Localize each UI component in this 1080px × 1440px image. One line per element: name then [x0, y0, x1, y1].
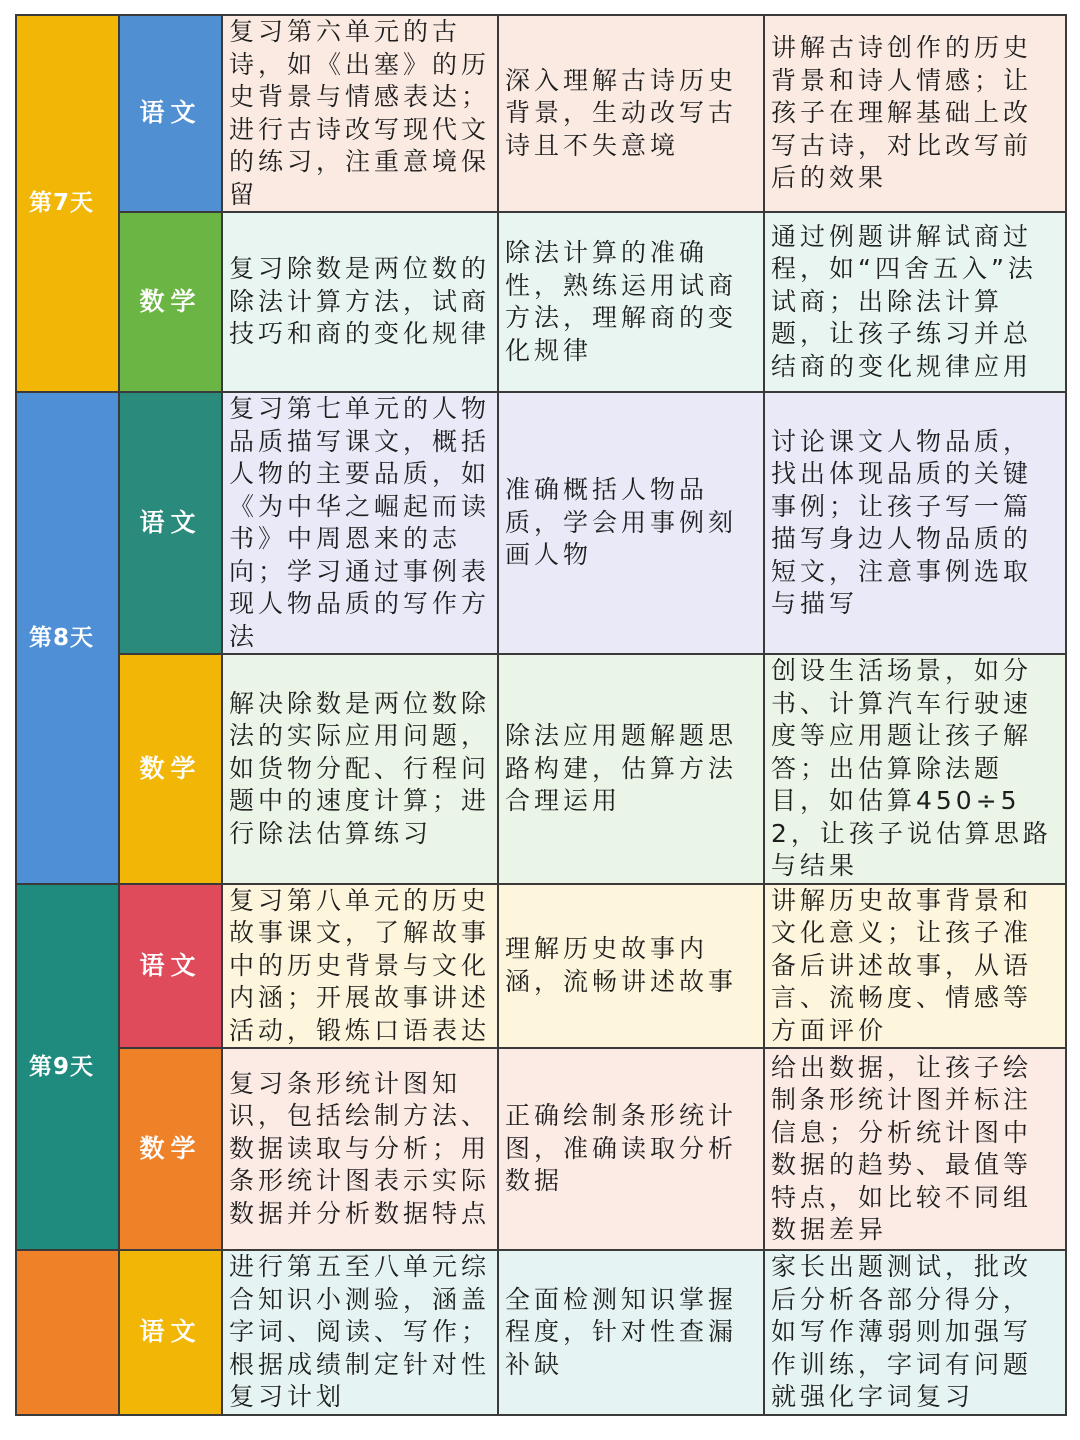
subject-math: 数学 [119, 212, 222, 392]
table-row [16, 654, 1066, 884]
table-row [16, 1048, 1066, 1250]
learning-goal: 深入理解古诗历史背景，生动改写古诗且不失意境 [498, 15, 764, 212]
teaching-method: 家长出题测试，批改后分析各部分得分，如写作薄弱则加强写作训练，字词有问题就强化字词复习 [764, 1250, 1066, 1415]
learning-goal: 准确概括人物品质，学会用事例刻画人物 [498, 392, 764, 654]
subject-chinese: 语文 [119, 392, 222, 654]
review-content: 复习第七单元的人物品质描写课文，概括人物的主要品质，如《为中华之崛起而读书》中周恩来的志向；学习通过事例表现人物品质的写作方法 [222, 392, 498, 654]
teaching-method: 给出数据，让孩子绘制条形统计图并标注信息；分析统计图中数据的趋势、最值等特点，如比较不同组数据差异 [764, 1048, 1066, 1250]
table-row [16, 15, 1066, 212]
learning-goal: 正确绘制条形统计图，准确读取分析数据 [498, 1048, 764, 1250]
review-content: 解决除数是两位数除法的实际应用问题，如货物分配、行程问题中的速度计算；进行除法估算练习 [222, 654, 498, 884]
review-content: 复习第八单元的历史故事课文，了解故事中的历史背景与文化内涵；开展故事讲述活动，锻炼口语表达 [222, 884, 498, 1049]
learning-goal: 除法应用题解题思路构建，估算方法合理运用 [498, 654, 764, 884]
review-content: 复习第六单元的古诗，如《出塞》的历史背景与情感表达；进行古诗改写现代文的练习，注重意境保留 [222, 15, 498, 212]
table-row [16, 392, 1066, 654]
review-content: 复习条形统计图知识，包括绘制方法、数据读取与分析；用条形统计图表示实际数据并分析数据特点 [222, 1048, 498, 1250]
table-row [16, 884, 1066, 1049]
subject-math: 数学 [119, 1048, 222, 1250]
review-plan-table [15, 14, 1067, 1416]
subject-math: 数学 [119, 654, 222, 884]
day-label-9: 第9天 [16, 884, 119, 1251]
teaching-method: 讨论课文人物品质，找出体现品质的关键事例；让孩子写一篇描写身边人物品质的短文，注意事例选取与描写 [764, 392, 1066, 654]
table-row [16, 212, 1066, 392]
day-label-7: 第7天 [16, 15, 119, 392]
subject-chinese: 语文 [119, 884, 222, 1049]
day-label-8: 第8天 [16, 392, 119, 884]
subject-chinese: 语文 [119, 1250, 222, 1415]
teaching-method: 讲解历史故事背景和文化意义；让孩子准备后讲述故事，从语言、流畅度、情感等方面评价 [764, 884, 1066, 1049]
learning-goal: 除法计算的准确性，熟练运用试商方法，理解商的变化规律 [498, 212, 764, 392]
review-content: 复习除数是两位数的除法计算方法，试商技巧和商的变化规律 [222, 212, 498, 392]
day-label-10 [16, 1250, 119, 1415]
teaching-method: 讲解古诗创作的历史背景和诗人情感；让孩子在理解基础上改写古诗，对比改写前后的效果 [764, 15, 1066, 212]
table-row [16, 1250, 1066, 1415]
teaching-method: 通过例题讲解试商过程，如“四舍五入”法试商；出除法计算题，让孩子练习并总结商的变化规律应用 [764, 212, 1066, 392]
teaching-method: 创设生活场景，如分书、计算汽车行驶速度等应用题让孩子解答；出估算除法题目，如估算450÷52，让孩子说估算思路与结果 [764, 654, 1066, 884]
review-content: 进行第五至八单元综合知识小测验，涵盖字词、阅读、写作；根据成绩制定针对性复习计划 [222, 1250, 498, 1415]
learning-goal: 理解历史故事内涵，流畅讲述故事 [498, 884, 764, 1049]
subject-chinese: 语文 [119, 15, 222, 212]
learning-goal: 全面检测知识掌握程度，针对性查漏补缺 [498, 1250, 764, 1415]
